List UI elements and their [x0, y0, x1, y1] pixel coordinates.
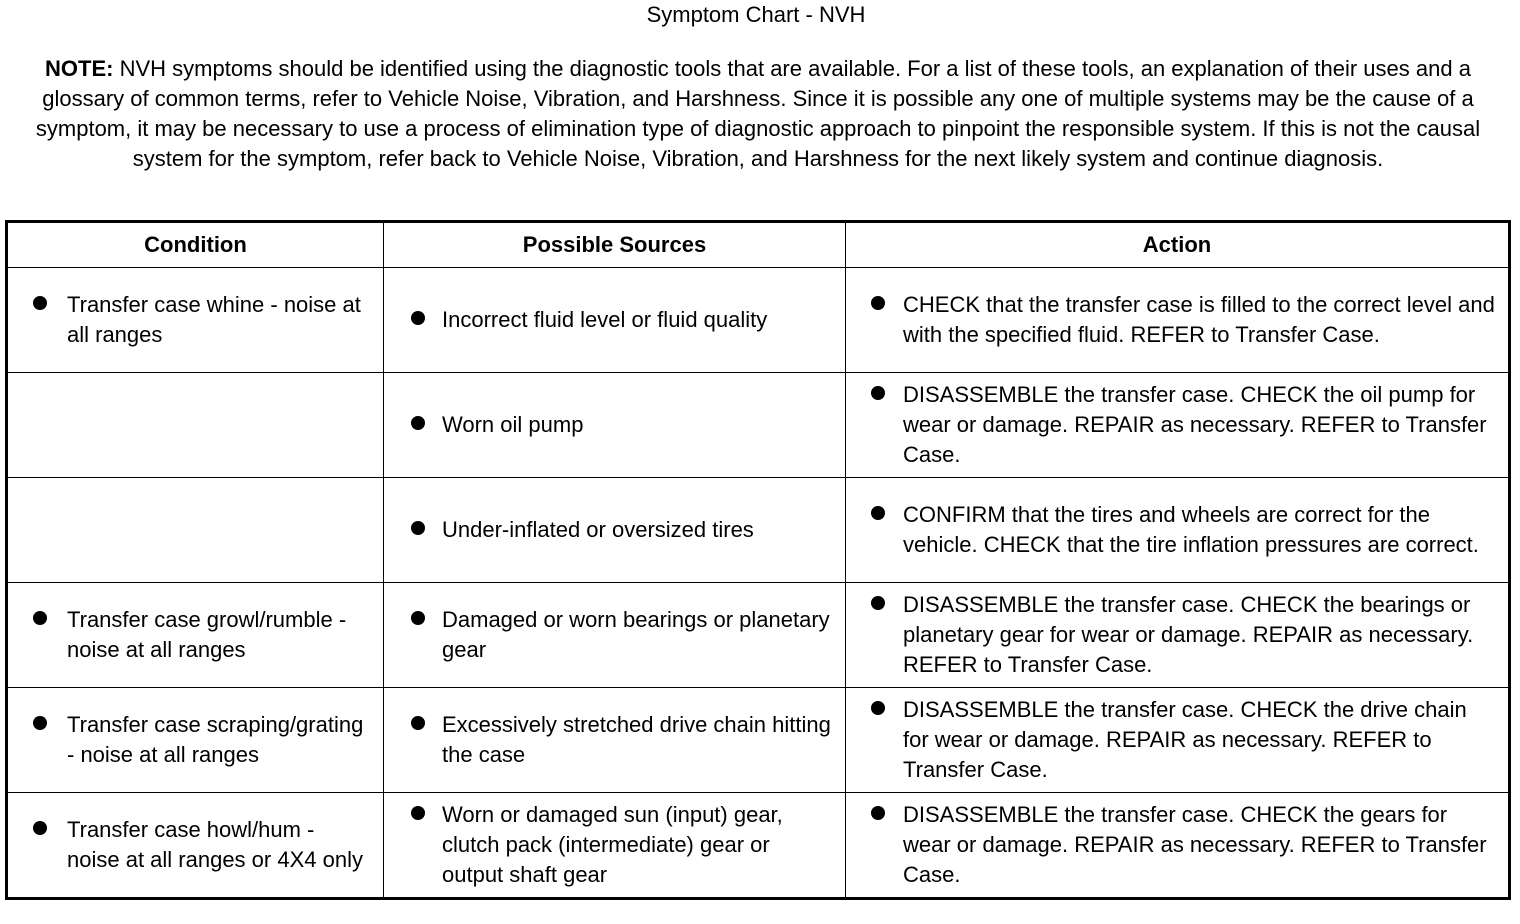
- action-cell: [846, 583, 1510, 688]
- table-row: [7, 268, 1510, 373]
- condition-cell: [7, 793, 384, 899]
- table-row: [7, 688, 1510, 793]
- bullet-icon: [33, 296, 47, 310]
- condition-cell: [7, 583, 384, 688]
- condition-text: Transfer case howl/hum - noise at all ranges or 4X4 only: [67, 817, 363, 872]
- condition-text: Transfer case scraping/grating - noise at all ranges: [67, 712, 364, 767]
- source-text: Incorrect fluid level or fluid quality: [442, 307, 768, 332]
- bullet-icon: [33, 821, 47, 835]
- source-cell: [384, 688, 846, 793]
- action-text: DISASSEMBLE the transfer case. CHECK the drive chain for wear or damage. REPAIR as necessary. REFER to Transfer Case.: [903, 697, 1467, 782]
- source-cell: [384, 478, 846, 583]
- table-header-row: [7, 222, 1510, 268]
- source-text: Under-inflated or oversized tires: [442, 517, 754, 542]
- action-text: DISASSEMBLE the transfer case. CHECK the gears for wear or damage. REPAIR as necessary. REFER to Transfer Case.: [903, 802, 1487, 887]
- bullet-icon: [33, 716, 47, 730]
- source-text: Worn oil pump: [442, 412, 584, 437]
- action-cell: [846, 373, 1510, 478]
- table-row: [7, 373, 1510, 478]
- bullet-icon: [871, 386, 885, 400]
- bullet-icon: [411, 806, 425, 820]
- source-cell: [384, 793, 846, 899]
- condition-cell: [7, 478, 384, 583]
- condition-cell: [7, 688, 384, 793]
- bullet-icon: [411, 311, 425, 325]
- action-text: CONFIRM that the tires and wheels are correct for the vehicle. CHECK that the tire inflation pressures are correct.: [903, 502, 1479, 557]
- action-cell: [846, 478, 1510, 583]
- condition-cell: [7, 268, 384, 373]
- action-text: DISASSEMBLE the transfer case. CHECK the bearings or planetary gear for wear or damage. REPAIR as necessary. REFER to Transfer Case.: [903, 592, 1474, 677]
- table-row: [7, 583, 1510, 688]
- bullet-icon: [871, 701, 885, 715]
- bullet-icon: [411, 716, 425, 730]
- bullet-icon: [871, 296, 885, 310]
- action-text: DISASSEMBLE the transfer case. CHECK the oil pump for wear or damage. REPAIR as necessary. REFER to Transfer Case.: [903, 382, 1487, 467]
- bullet-icon: [411, 611, 425, 625]
- header-possible-sources: Possible Sources: [384, 222, 846, 268]
- source-text: Damaged or worn bearings or planetary gear: [442, 607, 830, 662]
- bullet-icon: [871, 596, 885, 610]
- table-row: [7, 478, 1510, 583]
- action-cell: [846, 268, 1510, 373]
- note-paragraph: [8, 54, 1508, 174]
- action-cell: [846, 688, 1510, 793]
- note-text: NVH symptoms should be identified using the diagnostic tools that are available. For a list of these tools, an explanation of their uses and a glossary of common terms, refer to Vehicle Noise, Vibration, and Harshness. Since it is possible any one of multiple systems may be the cause of a symptom, it may be necessary to use a process of elimination type of diagnostic approach to pinpoint the responsible system. If this is not the causal system for the symptom, refer back to Vehicle Noise, Vibration, and Harshness for the next likely system and continue diagnosis.: [35, 56, 1481, 171]
- source-cell: [384, 583, 846, 688]
- condition-cell: [7, 373, 384, 478]
- header-action: Action: [846, 222, 1510, 268]
- bullet-icon: [871, 806, 885, 820]
- source-text: Worn or damaged sun (input) gear, clutch pack (intermediate) gear or output shaft gear: [442, 802, 783, 887]
- bullet-icon: [33, 611, 47, 625]
- source-cell: [384, 373, 846, 478]
- source-text: Excessively stretched drive chain hitting the case: [442, 712, 831, 767]
- action-text: CHECK that the transfer case is filled to the correct level and with the specified fluid. REFER to Transfer Case.: [903, 292, 1495, 347]
- source-cell: [384, 268, 846, 373]
- symptom-table: [5, 220, 1511, 900]
- page-title: Symptom Chart - NVH: [646, 2, 866, 27]
- note-label: NOTE:: [45, 56, 114, 81]
- action-cell: [846, 793, 1510, 899]
- condition-text: Transfer case whine - noise at all ranges: [67, 292, 361, 347]
- condition-text: Transfer case growl/rumble - noise at all ranges: [67, 607, 347, 662]
- bullet-icon: [411, 416, 425, 430]
- bullet-icon: [871, 506, 885, 520]
- header-condition: Condition: [7, 222, 384, 268]
- table-row: [7, 793, 1510, 899]
- bullet-icon: [411, 521, 425, 535]
